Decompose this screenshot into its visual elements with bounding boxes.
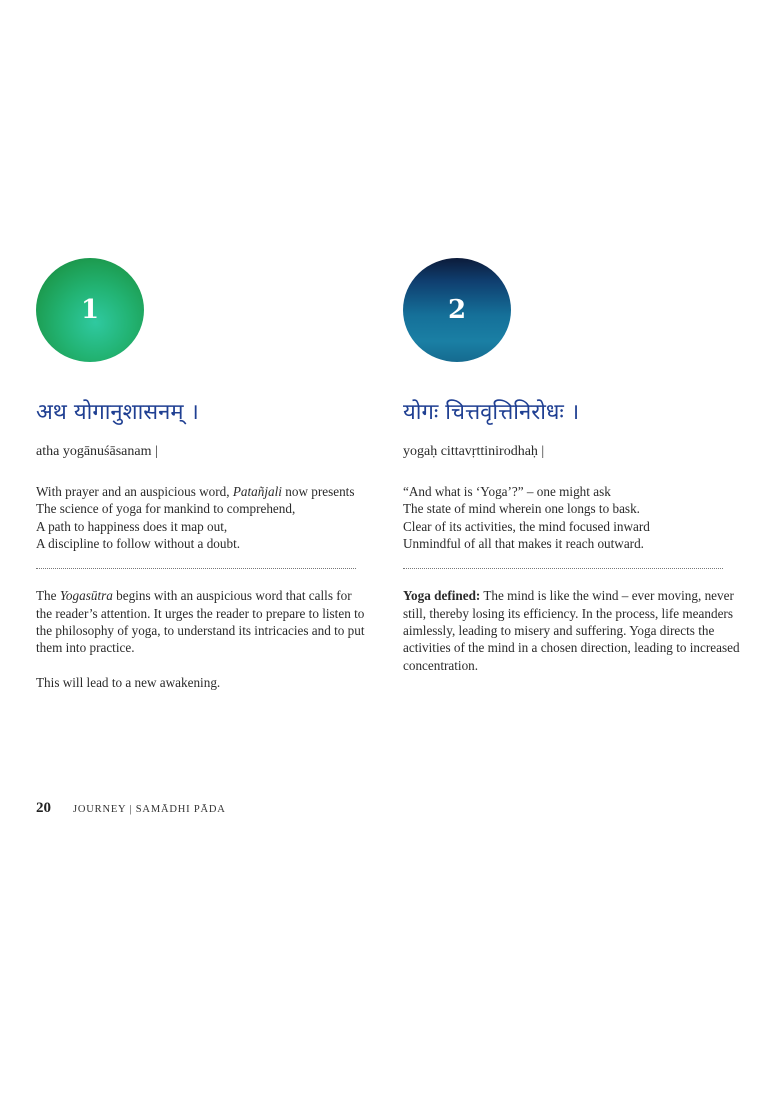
verse-line bbox=[36, 483, 366, 500]
verse-line: Clear of its activities, the mind focused inward bbox=[403, 518, 650, 534]
sutra-2-sanskrit: योगः चित्तवृत्तिनिरोधः । bbox=[403, 400, 580, 425]
commentary-text: begins with an auspicious word that calls for the reader’s attention. It urges the reader to prepare to listen to the philosophy of yoga, to understand its intricacies and to put them into practice. bbox=[36, 588, 365, 656]
commentary-text: The bbox=[36, 588, 60, 604]
verse-line: The state of mind wherein one longs to bask. bbox=[403, 501, 640, 517]
verse-line: The science of yoga for mankind to comprehend, bbox=[36, 501, 296, 517]
running-head: JOURNEY | SAMĀDHI PĀDA bbox=[73, 804, 226, 815]
dotted-divider bbox=[403, 568, 723, 569]
sutra-1-number-badge bbox=[36, 258, 144, 362]
sutra-1-column bbox=[36, 258, 366, 691]
commentary-paragraph bbox=[36, 587, 366, 657]
verse-line: A discipline to follow without a doubt. bbox=[36, 535, 241, 551]
sutra-2-verse bbox=[403, 483, 743, 552]
dotted-divider bbox=[36, 568, 356, 569]
page-footer bbox=[36, 800, 226, 817]
sutra-2-number-badge bbox=[403, 258, 511, 362]
verse-text: now presents bbox=[281, 484, 355, 499]
sutra-2-number: 2 bbox=[447, 295, 467, 325]
sutra-2-commentary bbox=[403, 587, 743, 674]
verse-line: “And what is ‘Yoga’?” – one might ask bbox=[403, 484, 611, 499]
commentary-lead: Yoga defined: bbox=[403, 588, 481, 604]
verse-italic-name: Patañjali bbox=[232, 484, 282, 499]
commentary-text: The mind is like the wind – ever moving, never still, thereby losing its efficiency. In the process, life meanders aimlessly, leading to misery and suffering. Yoga directs the activities of the mind in a chosen direction, leading to increased concentration. bbox=[403, 588, 740, 673]
sutra-1-transliteration: atha yogānuśāsanam | bbox=[36, 444, 158, 459]
sutra-1-verse bbox=[36, 483, 366, 552]
verse-line: A path to happiness does it map out, bbox=[36, 518, 228, 534]
page-number: 20 bbox=[36, 800, 51, 816]
commentary-paragraph: This will lead to a new awakening. bbox=[36, 674, 221, 690]
sutra-1-sanskrit: अथ योगानुशासनम् । bbox=[36, 400, 199, 425]
commentary-italic-title: Yogasūtra bbox=[59, 588, 113, 604]
sutra-1-number: 1 bbox=[80, 295, 100, 325]
sutra-2-transliteration: yogaḥ cittavṛttinirodhaḥ | bbox=[403, 444, 545, 459]
verse-line: Unmindful of all that makes it reach outward. bbox=[403, 535, 644, 551]
sutra-2-column bbox=[403, 258, 743, 674]
sutra-1-commentary bbox=[36, 587, 366, 691]
commentary-paragraph bbox=[403, 587, 743, 674]
verse-text: With prayer and an auspicious word, bbox=[36, 484, 233, 499]
